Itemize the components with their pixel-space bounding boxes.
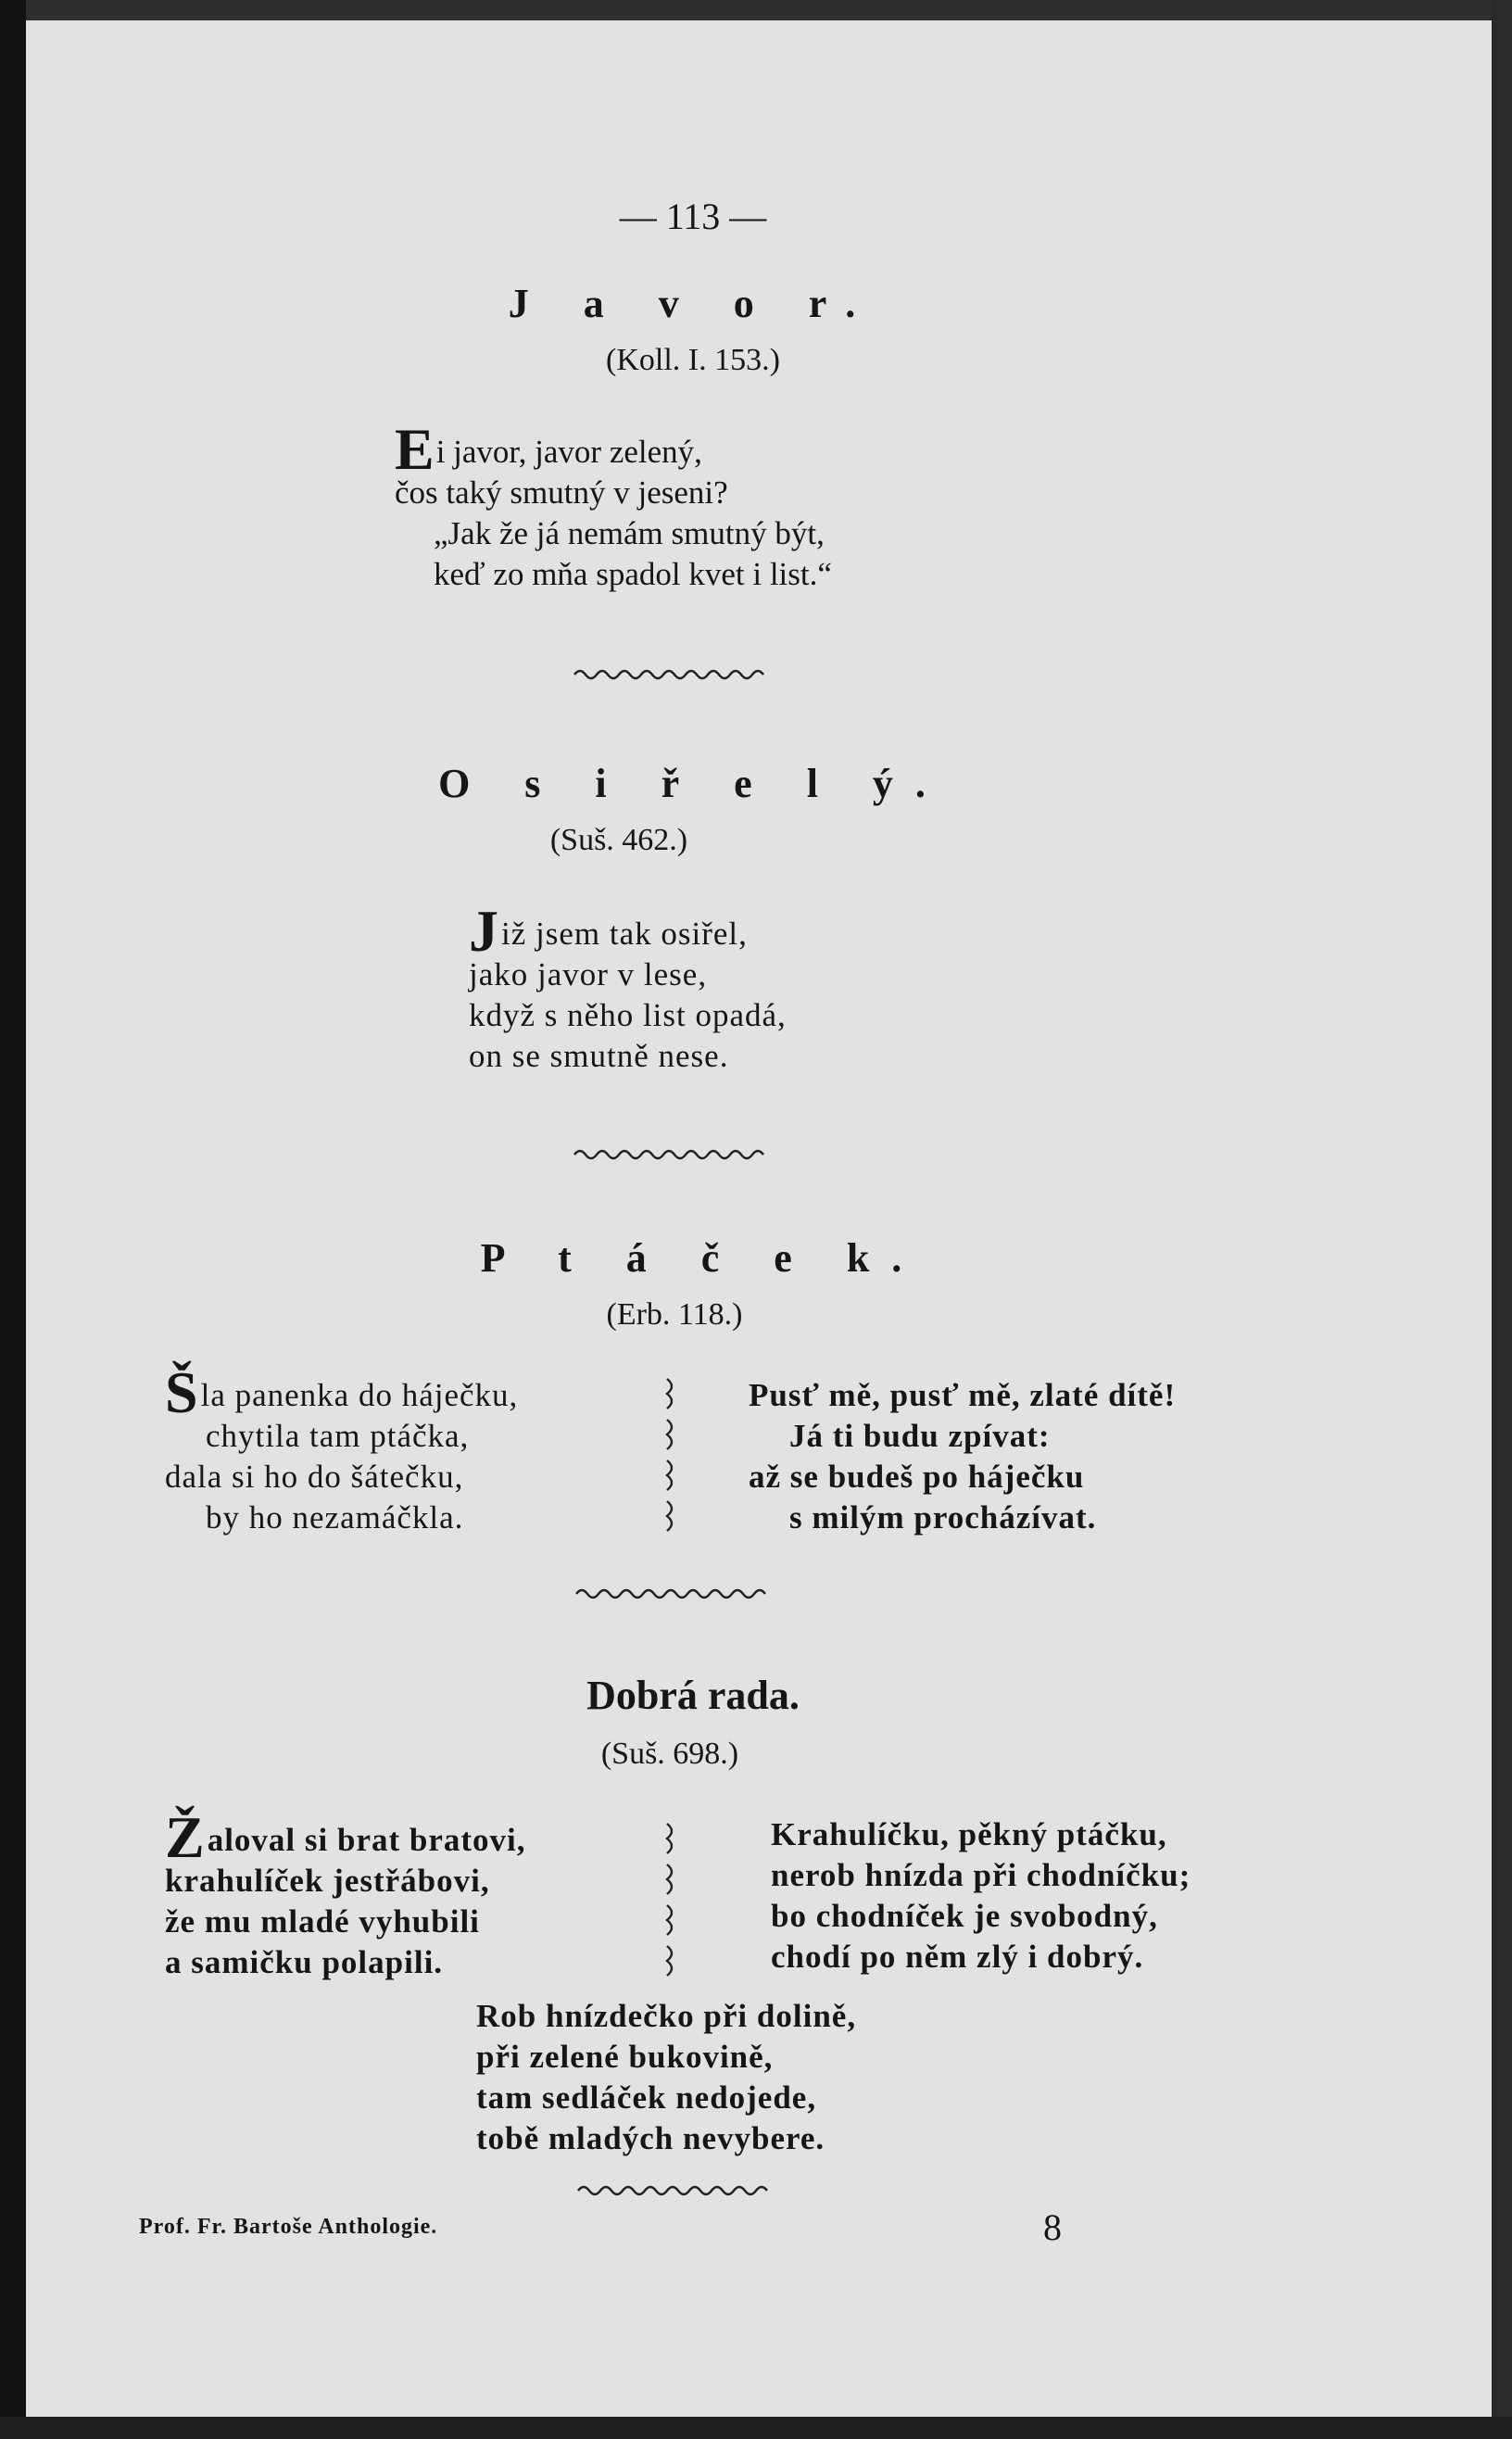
poem-source-osirely: (Suš. 462.) bbox=[549, 823, 688, 857]
ornament-divider bbox=[576, 2181, 771, 2200]
brace-divider bbox=[658, 1375, 686, 1538]
verse-line: „Jak že já nemám smutný být, bbox=[434, 515, 825, 551]
page-number: — 113 — bbox=[619, 196, 767, 237]
verse-line: on se smutně nese. bbox=[469, 1038, 729, 1074]
poem-source-javor: (Koll. I. 153.) bbox=[606, 343, 780, 377]
poem-dobra-rada-right-column bbox=[771, 1814, 1191, 1978]
verse-line: dala si ho do šátečku, bbox=[165, 1459, 464, 1495]
poem-dobra-rada-left-column bbox=[165, 1804, 526, 1983]
poem-title-osirely: O s i ř e l ý. bbox=[438, 761, 948, 806]
footer-book-title: Prof. Fr. Bartoše Anthologie. bbox=[139, 2215, 438, 2239]
poem-title-ptacek: P t á č e k. bbox=[480, 1235, 925, 1281]
scan-edge-bottom bbox=[0, 2417, 1512, 2439]
ornament-divider bbox=[573, 665, 767, 684]
verse-line: tam sedláček nedojede, bbox=[476, 2079, 817, 2116]
paper bbox=[26, 20, 1492, 2417]
scan-edge-left bbox=[0, 0, 26, 2439]
verse-line: chodí po něm zlý i dobrý. bbox=[771, 1939, 1144, 1975]
ornament-divider bbox=[574, 1585, 769, 1603]
verse-line: Já ti budu zpívat: bbox=[789, 1418, 1051, 1454]
verse-line: při zelené bukovině, bbox=[476, 2039, 774, 2075]
ornament-divider bbox=[573, 1145, 767, 1164]
verse-line: keď zo mňa spadol kvet i list.“ bbox=[434, 556, 832, 592]
poem-dobra-rada-final-stanza bbox=[476, 1996, 856, 2159]
verse-line: a samičku polapili. bbox=[165, 1944, 444, 1980]
verse-line: bo chodníček je svobodný, bbox=[771, 1898, 1158, 1934]
verse-line: nerob hnízda při chodníčku; bbox=[771, 1857, 1191, 1893]
verse-line: až se budeš po háječku bbox=[749, 1459, 1085, 1495]
verse-line: tobě mladých nevybere. bbox=[476, 2120, 825, 2156]
scan-edge-top bbox=[0, 0, 1512, 20]
verse-line: jako javor v lese, bbox=[469, 956, 708, 992]
verse-line: aloval si brat bratovi, bbox=[207, 1822, 526, 1858]
verse-line: la panenka do háječku, bbox=[200, 1377, 519, 1413]
verse-line: krahulíček jestřábovi, bbox=[165, 1863, 490, 1899]
verse-line: čos taký smutný v jeseni? bbox=[395, 474, 728, 511]
poem-ptacek-right-column bbox=[749, 1375, 1176, 1538]
dropcap: Š bbox=[165, 1359, 199, 1425]
poem-body-osirely bbox=[469, 898, 787, 1077]
verse-line: i javor, javor zelený, bbox=[435, 434, 702, 470]
verse-line: Pusť mě, pusť mě, zlaté dítě! bbox=[749, 1377, 1177, 1413]
verse-line: Rob hnízdečko při dolině, bbox=[476, 1998, 857, 2034]
poem-source-ptacek: (Erb. 118.) bbox=[606, 1297, 743, 1332]
poem-title-dobra-rada: Dobrá rada. bbox=[586, 1673, 800, 1718]
dropcap: J bbox=[469, 898, 499, 964]
scan-edge-right bbox=[1492, 0, 1512, 2439]
signature-mark: 8 bbox=[1043, 2206, 1062, 2248]
verse-line: by ho nezamáčkla. bbox=[206, 1499, 464, 1535]
verse-line: iž jsem tak osiřel, bbox=[501, 916, 748, 952]
poem-ptacek-left-column bbox=[165, 1359, 519, 1538]
dropcap: Ž bbox=[165, 1804, 206, 1870]
dropcap: E bbox=[395, 416, 435, 482]
verse-line: chytila tam ptáčka, bbox=[206, 1418, 470, 1454]
verse-line: Krahulíčku, pěkný ptáčku, bbox=[771, 1816, 1167, 1852]
poem-body-javor bbox=[395, 416, 832, 595]
poem-source-dobra-rada: (Suš. 698.) bbox=[600, 1737, 739, 1771]
brace-divider bbox=[658, 1820, 686, 1983]
verse-line: že mu mladé vyhubili bbox=[165, 1903, 480, 1940]
verse-line: s milým procházívat. bbox=[789, 1499, 1097, 1535]
verse-line: když s něho list opadá, bbox=[469, 997, 787, 1033]
poem-title-javor: J a v o r. bbox=[508, 281, 878, 326]
